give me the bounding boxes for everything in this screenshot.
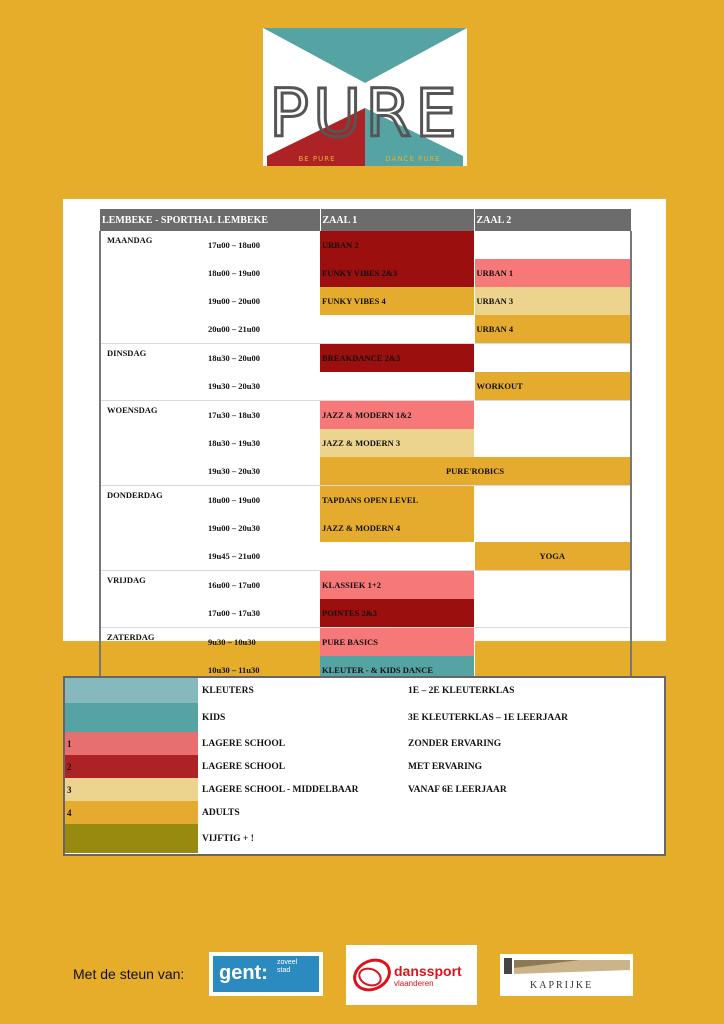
class-cell-zaal1: FUNKY VIBES 2&3 <box>320 259 474 287</box>
gent-logo-name: gent: <box>219 962 268 984</box>
legend-label: LAGERE SCHOOL <box>202 738 286 749</box>
class-cell-zaal1: POINTES 2&3 <box>320 599 474 628</box>
legend-description <box>404 801 664 824</box>
class-cell-zaal1: URBAN 2 <box>320 231 474 259</box>
legend-label: KIDS <box>202 712 226 723</box>
day-cell <box>100 514 204 542</box>
class-cell-zaal1: BREAKDANCE 2&3 <box>320 344 474 373</box>
legend-table <box>65 678 664 853</box>
legend-row <box>65 824 664 853</box>
time-cell: 16u00 – 17u00 <box>204 571 320 600</box>
class-cell-zaal2: URBAN 3 <box>474 287 631 315</box>
class-cell-zaal2 <box>474 231 631 259</box>
schedule-row <box>100 344 631 373</box>
time-cell: 19u30 – 20u30 <box>208 381 260 391</box>
class-cell-zaal1 <box>320 315 474 344</box>
schedule-row <box>100 628 631 657</box>
class-cell-zaal2 <box>474 571 631 600</box>
kaprijke-emblem-icon <box>500 954 633 980</box>
legend-label: ADULTS <box>202 807 240 818</box>
time-cell: 18u30 – 20u00 <box>204 344 320 373</box>
class-cell-zaal2: URBAN 4 <box>474 315 631 344</box>
time-cell: 17u30 – 18u30 <box>204 401 320 430</box>
class-cell-zaal1 <box>320 542 474 571</box>
logo-tag-left: BE PURE <box>298 155 336 163</box>
legend-swatch <box>65 824 198 853</box>
day-cell: DONDERDAG <box>100 486 204 515</box>
gent-logo <box>209 952 323 996</box>
schedule-header-row <box>100 209 631 231</box>
day-cell: ZATERDAG <box>100 628 204 657</box>
class-cell-zaal2: URBAN 1 <box>474 259 631 287</box>
danssport-logo <box>346 945 477 1005</box>
legend-row <box>65 755 664 778</box>
header-zaal2: ZAAL 2 <box>474 209 631 231</box>
logo-tag-right: DANCE PURE <box>385 155 441 163</box>
kaprijke-name: KAPRIJKE <box>530 980 594 991</box>
danssport-swirl-icon <box>346 945 394 1005</box>
gent-logo-slogan1: zoveel <box>277 959 298 966</box>
legend-description: 1E – 2E KLEUTERKLAS <box>408 685 515 696</box>
kaprijke-logo <box>500 954 633 996</box>
legend-swatch: 1 <box>65 732 198 755</box>
header-zaal1: ZAAL 1 <box>320 209 474 231</box>
class-cell-zaal1: PURE BASICS <box>320 628 474 657</box>
legend-row <box>65 778 664 801</box>
legend-row <box>65 801 664 824</box>
legend-swatch: 3 <box>65 778 198 801</box>
time-cell: 19u00 – 20u00 <box>208 296 260 306</box>
legend-description: MET ERVARING <box>408 761 483 772</box>
schedule-row <box>100 401 631 430</box>
schedule-row <box>100 259 631 287</box>
class-cell-zaal2 <box>474 401 631 430</box>
time-cell: 17u00 – 17u30 <box>208 608 260 618</box>
gent-logo-slogan2: stad <box>277 967 291 974</box>
legend-swatch <box>65 703 198 732</box>
day-cell <box>100 287 204 315</box>
class-cell-zaal1 <box>320 372 474 401</box>
day-cell <box>100 259 204 287</box>
class-cell-zaal2 <box>474 429 631 457</box>
class-cell-zaal2 <box>474 514 631 542</box>
legend-row <box>65 703 664 732</box>
time-cell: 10u30 – 11u30 <box>208 665 260 675</box>
legend-swatch <box>65 678 198 703</box>
time-cell: 17u00 – 18u00 <box>208 240 260 250</box>
day-cell <box>100 599 204 628</box>
legend-description: ZONDER ERVARING <box>408 738 502 749</box>
legend-panel <box>63 676 666 856</box>
schedule-row <box>100 599 631 628</box>
time-cell: 9u30 – 10u30 <box>204 628 320 657</box>
class-cell-zaal1: TAPDANS OPEN LEVEL <box>320 486 474 515</box>
pure-logo-graphic <box>263 28 467 166</box>
time-cell: 18u30 – 19u30 <box>208 438 260 448</box>
schedule-panel <box>63 199 666 675</box>
day-cell: WOENSDAG <box>100 401 204 430</box>
class-cell-zaal2 <box>474 344 631 373</box>
schedule-row <box>100 231 631 259</box>
class-cell-zaal2 <box>474 628 631 657</box>
time-cell: 19u30 – 20u30 <box>208 466 260 476</box>
schedule-row <box>100 486 631 515</box>
schedule-table <box>99 209 632 686</box>
logo-text: PURE <box>269 75 461 152</box>
sponsor-label: Met de steun van: <box>73 966 185 982</box>
day-cell <box>100 457 204 486</box>
day-cell: MAANDAG <box>107 235 153 245</box>
legend-swatch: 2 <box>65 755 198 778</box>
legend-label: LAGERE SCHOOL <box>202 761 286 772</box>
header-location: LEMBEKE - SPORTHAL LEMBEKE <box>100 209 320 231</box>
day-cell: DINSDAG <box>100 344 204 373</box>
schedule-row <box>100 429 631 457</box>
day-cell: VRIJDAG <box>100 571 204 600</box>
legend-row <box>65 732 664 755</box>
class-cell-zaal2: YOGA <box>474 542 631 571</box>
time-cell: 19u00 – 20u30 <box>208 523 260 533</box>
class-cell-zaal2 <box>474 599 631 628</box>
legend-swatch: 4 <box>65 801 198 824</box>
day-cell <box>100 429 204 457</box>
day-cell <box>100 372 204 401</box>
legend-label: VIJFTIG + ! <box>202 833 254 844</box>
schedule-row <box>100 287 631 315</box>
class-cell-zaal1: FUNKY VIBES 4 <box>320 287 474 315</box>
class-cell-zaal1: JAZZ & MODERN 1&2 <box>320 401 474 430</box>
class-cell-zaal1: KLASSIEK 1+2 <box>320 571 474 600</box>
class-cell-zaal1: JAZZ & MODERN 4 <box>320 514 474 542</box>
class-cell-both-zalen: PURE'ROBICS <box>320 457 631 486</box>
schedule-row <box>100 514 631 542</box>
danssport-sub: vlaanderen <box>394 979 434 988</box>
schedule-row <box>100 457 631 486</box>
time-cell: 20u00 – 21u00 <box>208 324 260 334</box>
pure-logo <box>263 28 467 166</box>
time-cell: 18u00 – 19u00 <box>204 486 320 515</box>
day-cell <box>100 542 204 571</box>
schedule-row <box>100 315 631 344</box>
legend-label: KLEUTERS <box>202 685 254 696</box>
legend-description: 3E KLEUTERKLAS – 1E LEERJAAR <box>408 712 568 723</box>
legend-row <box>65 678 664 703</box>
class-cell-zaal2: WORKOUT <box>474 372 631 401</box>
legend-description: VANAF 6E LEERJAAR <box>408 784 507 795</box>
legend-description <box>404 824 664 853</box>
schedule-row <box>100 571 631 600</box>
class-cell-zaal2 <box>474 486 631 515</box>
class-cell-zaal1: JAZZ & MODERN 3 <box>320 429 474 457</box>
class-cell-zaal1: KLEUTER - & KIDS DANCE <box>320 656 474 685</box>
legend-label: LAGERE SCHOOL - MIDDELBAAR <box>202 784 359 795</box>
schedule-row <box>100 542 631 571</box>
danssport-name: danssport <box>394 963 462 979</box>
schedule-row <box>100 372 631 401</box>
day-cell <box>100 315 204 344</box>
time-cell: 19u45 – 21u00 <box>208 551 260 561</box>
time-cell: 18u00 – 19u00 <box>208 268 260 278</box>
